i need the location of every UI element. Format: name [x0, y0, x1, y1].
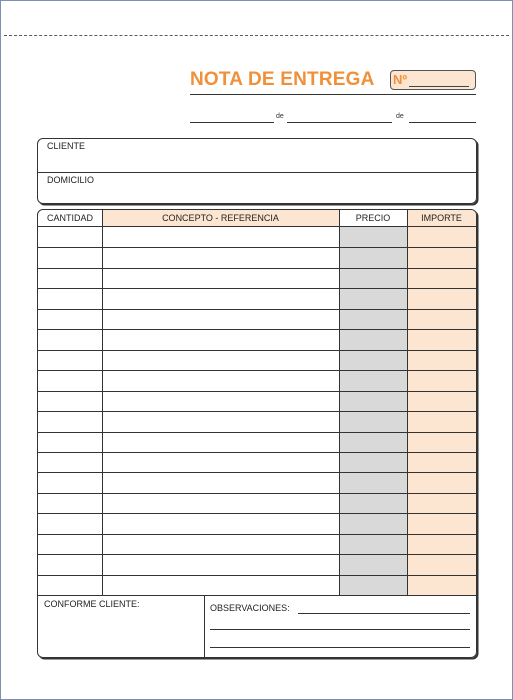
table-row[interactable] [38, 513, 476, 514]
client-divider [38, 172, 476, 173]
items-table [37, 209, 477, 658]
table-row[interactable] [38, 391, 476, 392]
observaciones-label: OBSERVACIONES: [210, 603, 290, 614]
client-box [37, 138, 477, 204]
footer-column-divider [204, 595, 205, 657]
column-divider-cantidad [102, 210, 103, 595]
observaciones-line-2[interactable] [210, 629, 470, 630]
footer-divider [38, 595, 476, 596]
domicilio-label: DOMICILIO [47, 175, 95, 185]
number-field[interactable] [390, 70, 476, 90]
table-row[interactable] [38, 554, 476, 555]
table-row[interactable] [38, 288, 476, 289]
table-header [38, 210, 476, 227]
table-row[interactable] [38, 472, 476, 473]
number-line [409, 86, 469, 87]
perforation-line [4, 35, 509, 36]
observaciones-line-3[interactable] [210, 647, 470, 648]
table-row[interactable] [38, 247, 476, 248]
date-line[interactable] [190, 113, 476, 125]
table-row[interactable] [38, 268, 476, 269]
table-row[interactable] [38, 575, 476, 576]
column-divider-concepto [339, 210, 340, 595]
column-divider-precio [407, 210, 408, 595]
observaciones-line-1[interactable] [298, 613, 470, 614]
table-row[interactable] [38, 493, 476, 494]
header-cantidad: CANTIDAD [46, 213, 93, 223]
date-month-line[interactable] [287, 122, 392, 123]
header-precio: PRECIO [355, 213, 391, 223]
cliente-label: CLIENTE [47, 141, 86, 151]
header-concepto: CONCEPTO - REFERENCIA [162, 213, 279, 223]
table-row[interactable] [38, 411, 476, 412]
title-underline [190, 94, 476, 95]
table-row[interactable] [38, 370, 476, 371]
conforme-cliente-label: CONFORME CLIENTE: [44, 599, 140, 610]
table-row[interactable] [38, 350, 476, 351]
date-day-line[interactable] [190, 122, 274, 123]
form-title: NOTA DE ENTREGA [190, 69, 375, 90]
table-row[interactable] [38, 452, 476, 453]
date-de-1: de [276, 113, 284, 120]
number-label: Nº [393, 72, 408, 87]
header-importe: IMPORTE [421, 213, 462, 223]
date-year-line[interactable] [409, 122, 476, 123]
table-row[interactable] [38, 309, 476, 310]
date-de-2: de [396, 113, 404, 120]
table-row[interactable] [38, 329, 476, 330]
table-row[interactable] [38, 432, 476, 433]
table-row[interactable] [38, 534, 476, 535]
